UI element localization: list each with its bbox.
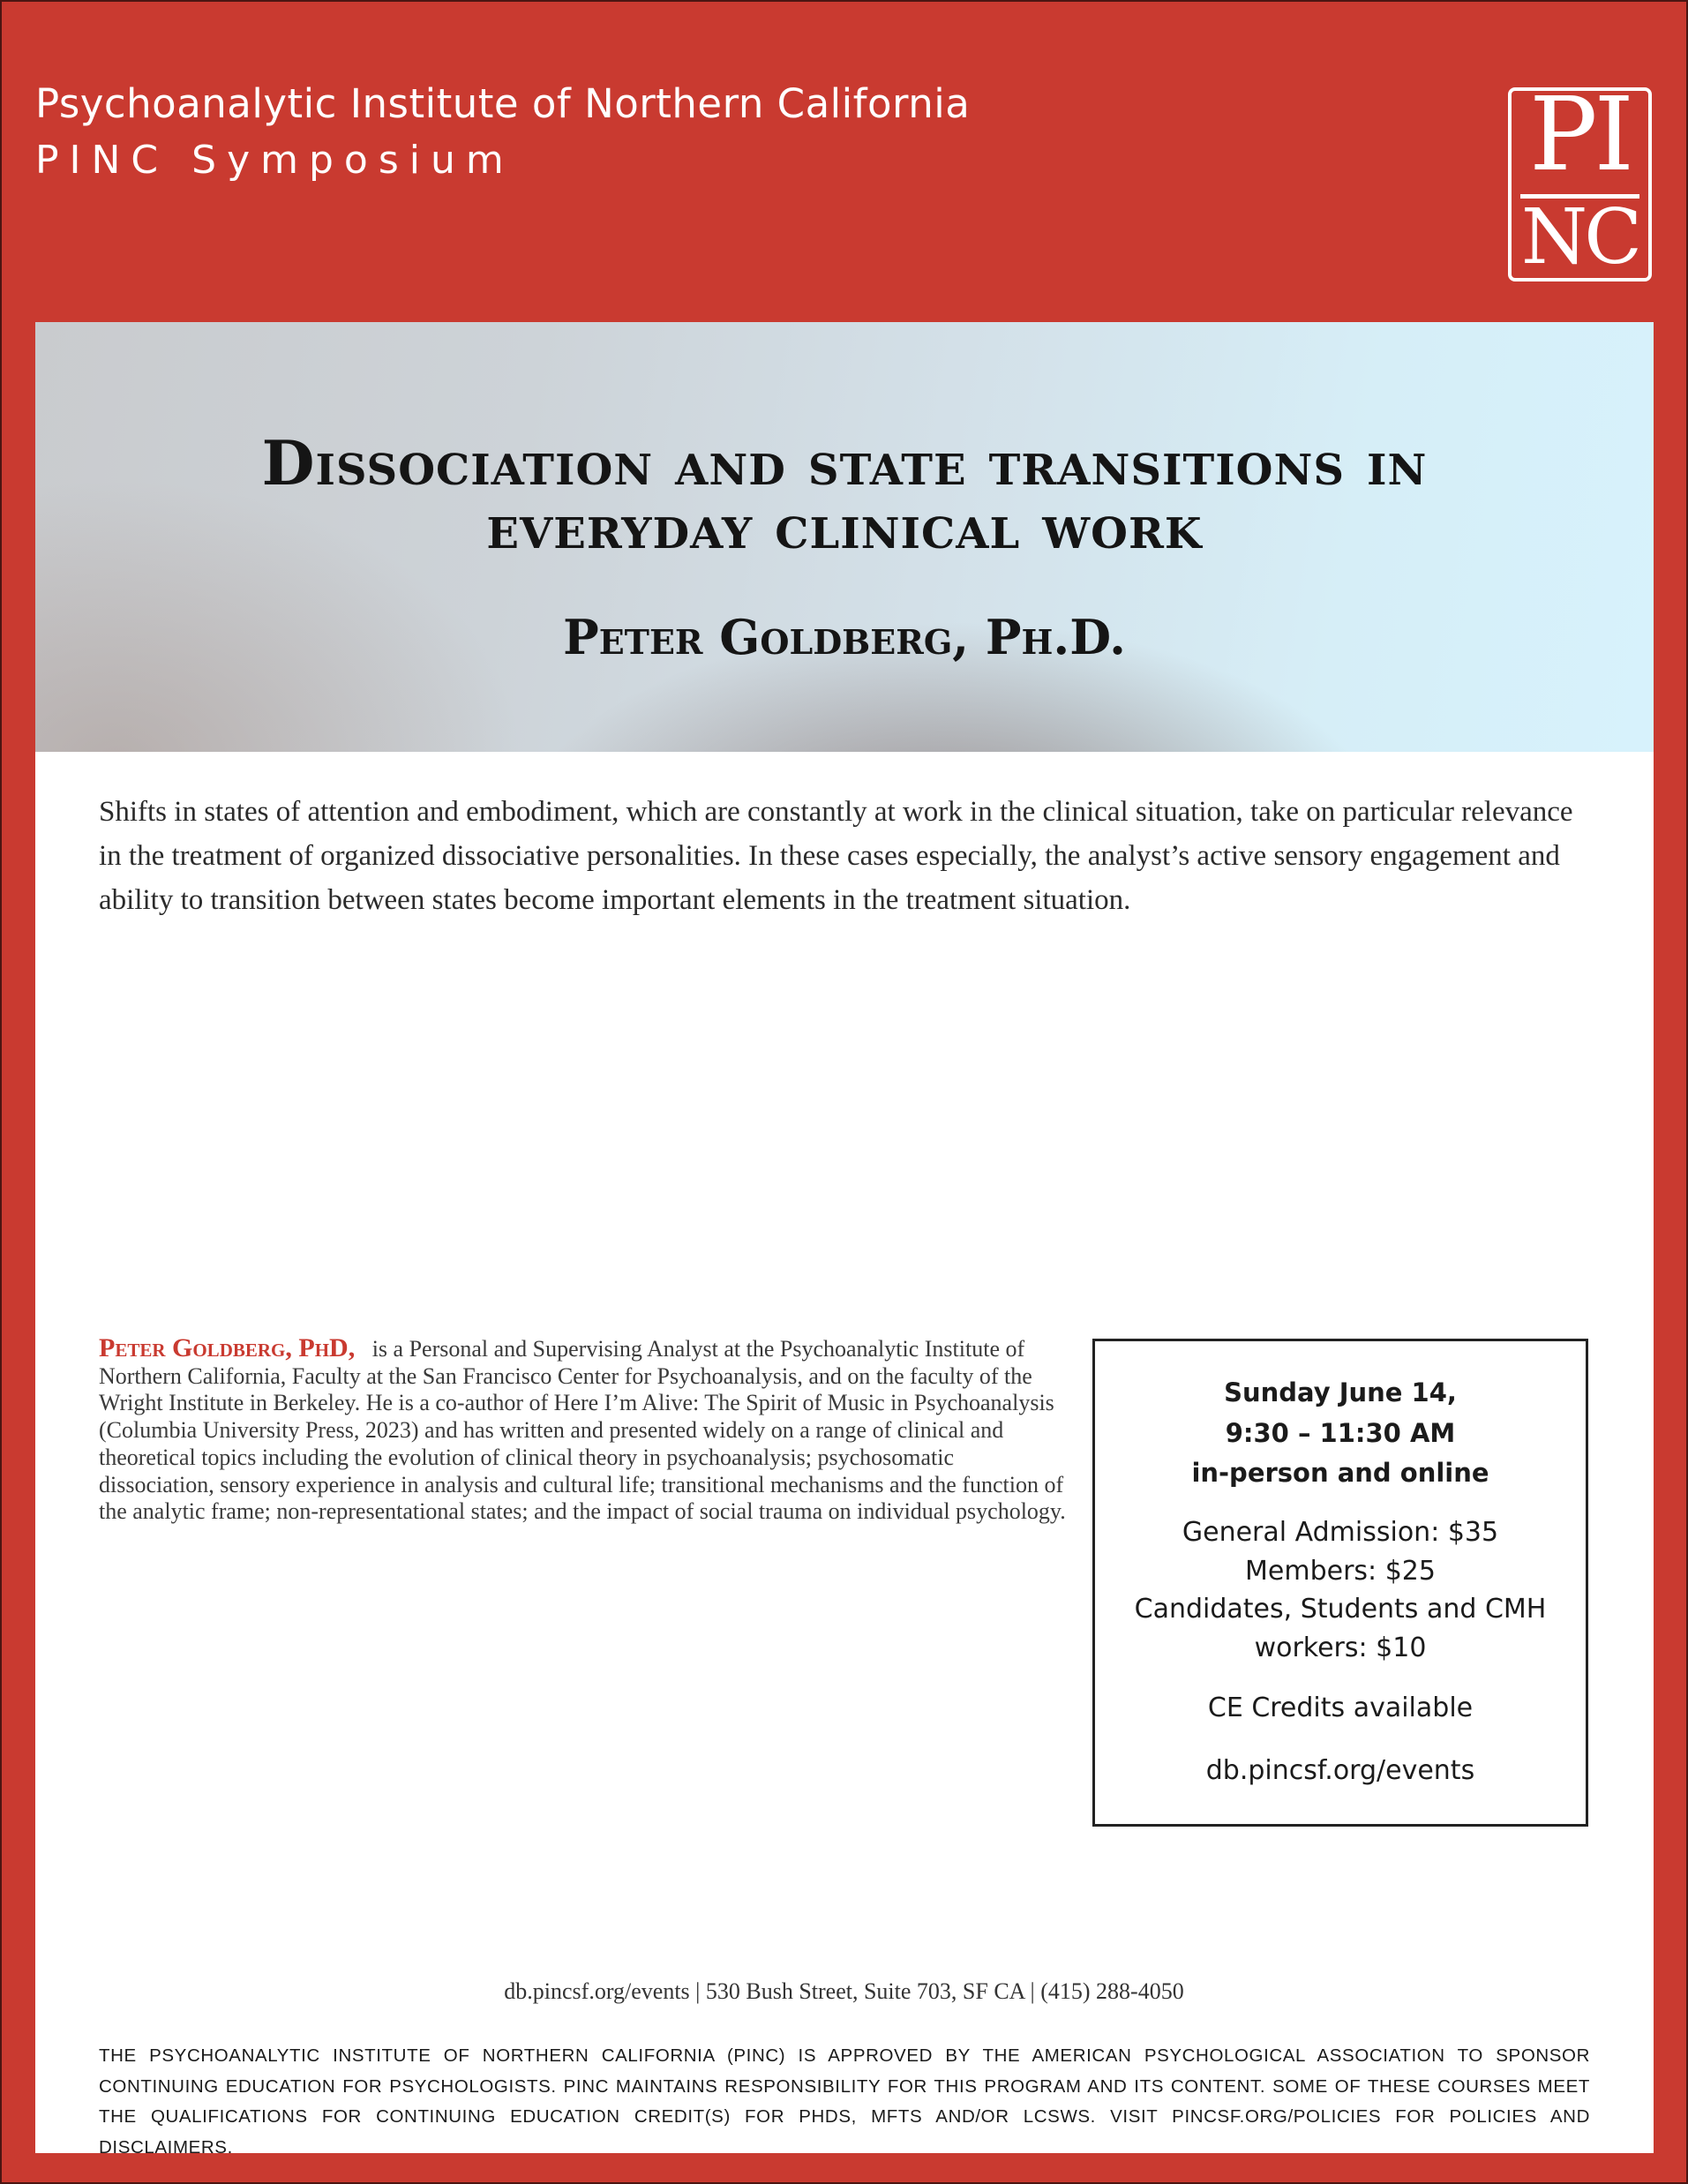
logo-text-top: PI — [1529, 76, 1631, 194]
disclaimer-line-1: THE PSYCHOANALYTIC INSTITUTE OF NORTHERN CALIFORNIA (PINC) IS APPROVED BY THE AMERICAN PSYCHOLOGICAL ASSOCIATION TO SPONSOR — [99, 2045, 1590, 2066]
content-panel — [35, 322, 1654, 2153]
series-name: PINC Symposium — [35, 138, 514, 183]
ce-credits: CE Credits available — [1207, 1692, 1474, 1723]
speaker-name: Peter Goldberg, Ph.D. — [563, 609, 1126, 665]
institute-name: Psychoanalytic Institute of Northern California — [35, 80, 971, 127]
bio-name: Peter Goldberg, PhD, — [99, 1333, 356, 1362]
disclaimer-line-2: CONTINUING EDUCATION FOR PSYCHOLOGISTS. PINC MAINTAINS RESPONSIBILITY FOR THIS PROGRAM AND ITS CONTENT. SOME OF THESE COURSES MEET — [99, 2075, 1590, 2097]
event-info-box — [1092, 1339, 1588, 1827]
event-format: in-person and online — [1191, 1458, 1489, 1488]
event-title-line-2: everyday clinical work — [486, 492, 1203, 563]
event-title — [35, 428, 1654, 563]
event-date: Sunday June 14, — [1224, 1377, 1457, 1407]
title-banner — [35, 322, 1654, 752]
bio-text: is a Personal and Supervising Analyst at the Psychoanalytic Institute of Northern California, Faculty at the San Francisco Center for Psychoanalysis, and on the faculty of the Wright Institute in Berkeley. He is a co-author of Here I’m Alive: The Spirit of Music in Psychoanalysis (Columbia University Press, 2023) and has written and presented widely on a range of clinical and theoretical topics including the evolution of clinical theory in psychoanalysis; psychosomatic dissociation, sensory experience in analysis and cultural life; transitional mechanisms and the function of the analytic frame; non-representational states; and the impact of social trauma on individual psychology. — [99, 1336, 1066, 1525]
events-link[interactable]: db.pincsf.org/events — [1205, 1755, 1475, 1786]
event-title-line-1: Dissociation and state transitions in — [261, 428, 1428, 499]
ce-disclaimer — [99, 2041, 1590, 2163]
footer-address: db.pincsf.org/events | 530 Bush Street, Suite 703, SF CA | (415) 288-4050 — [504, 1978, 1184, 2004]
event-description: Shifts in states of attention and embodiment, which are constantly at work in the clinical situation, take on particular relevance in the treatment of organized dissociative personalities. In these cases especially, the analyst’s active sensory engagement and ability to transition between states become important elements in the treatment situation. — [99, 796, 1573, 916]
speaker-bio — [99, 1335, 1069, 1526]
event-time: 9:30 – 11:30 AM — [1225, 1418, 1456, 1448]
price-general: General Admission: $35 — [1182, 1517, 1499, 1548]
pinc-logo — [1508, 76, 1652, 281]
price-members: Members: $25 — [1245, 1556, 1436, 1587]
disclaimer-line-3: THE QUALIFICATIONS FOR CONTINUING EDUCATION CREDIT(S) FOR PHDS, MFTS AND/OR LCSWS. VISIT PINCSF.ORG/POLICIES FOR POLICIES AND DISCLAIMERS. — [99, 2106, 1590, 2158]
logo-text-bottom: NC — [1520, 193, 1639, 281]
price-candidates: Candidates, Students and CMH — [1134, 1594, 1547, 1625]
price-candidates-cont: workers: $10 — [1254, 1632, 1427, 1663]
